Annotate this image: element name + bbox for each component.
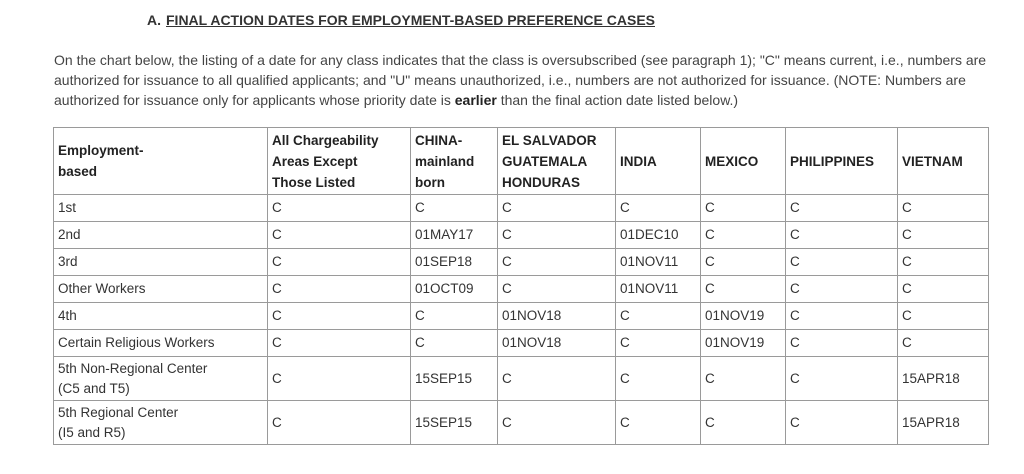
date-cell: C	[616, 401, 701, 445]
row-label-line: 4th	[58, 308, 77, 323]
date-cell: C	[498, 195, 616, 222]
column-header-line: based	[58, 164, 98, 179]
section-title: FINAL ACTION DATES FOR EMPLOYMENT-BASED PREFERENCE CASES	[166, 12, 655, 28]
date-cell: C	[786, 249, 898, 276]
date-cell: C	[701, 357, 786, 401]
intro-text-part1: On the chart below, the listing of a date for any class indicates that the class is oversubscribed (see paragraph 1); "C" means current, i.e., numbers are authorized for issuance to all qualified applicants; and "U" means unauthorized, i.e., numbers are not authorized for issuance. (NOTE: Numbers are authorized for issuance only for applicants whose priority date is	[54, 52, 987, 108]
date-cell: C	[786, 276, 898, 303]
date-cell: C	[898, 276, 989, 303]
date-cell: C	[616, 357, 701, 401]
date-cell: 01SEP18	[411, 249, 498, 276]
column-header	[411, 128, 498, 195]
column-header-line: MEXICO	[705, 153, 759, 169]
section-heading	[147, 12, 655, 28]
row-label-line: 3rd	[58, 254, 78, 269]
column-header-line: EL SALVADOR	[502, 132, 597, 148]
table-row	[54, 249, 989, 276]
date-cell: C	[616, 195, 701, 222]
table-row	[54, 276, 989, 303]
date-cell: 01NOV18	[498, 330, 616, 357]
column-header	[616, 128, 701, 195]
column-header-line: Employment-	[58, 143, 144, 158]
column-header-line: born	[415, 174, 445, 190]
date-cell: 01DEC10	[616, 222, 701, 249]
date-cell: 01OCT09	[411, 276, 498, 303]
final-action-dates-table	[53, 127, 989, 445]
table-row	[54, 303, 989, 330]
row-label	[54, 357, 268, 401]
column-header-line: mainland	[415, 153, 475, 169]
row-label-line: 5th Regional Center	[58, 404, 179, 420]
table-body	[54, 195, 989, 445]
column-header-line: INDIA	[620, 153, 657, 169]
date-cell: C	[786, 357, 898, 401]
column-header	[898, 128, 989, 195]
date-cell: C	[268, 249, 411, 276]
date-cell: C	[616, 330, 701, 357]
date-cell: C	[411, 303, 498, 330]
row-label	[54, 330, 268, 357]
date-cell: C	[898, 303, 989, 330]
date-cell: 01NOV19	[701, 303, 786, 330]
column-header-line: VIETNAM	[902, 153, 963, 169]
date-cell: C	[786, 330, 898, 357]
date-cell: 15APR18	[898, 357, 989, 401]
date-cell: C	[268, 330, 411, 357]
column-header	[786, 128, 898, 195]
date-cell: C	[268, 222, 411, 249]
date-cell: C	[701, 276, 786, 303]
row-label	[54, 249, 268, 276]
date-cell: C	[701, 401, 786, 445]
column-header-line: Areas Except	[272, 153, 358, 169]
column-header	[701, 128, 786, 195]
date-cell: C	[498, 357, 616, 401]
date-cell: C	[786, 303, 898, 330]
date-cell: C	[268, 357, 411, 401]
row-label-line: 2nd	[58, 227, 81, 242]
date-cell: C	[411, 330, 498, 357]
row-label	[54, 401, 268, 445]
row-label	[54, 276, 268, 303]
date-cell: C	[411, 195, 498, 222]
date-cell: C	[898, 249, 989, 276]
column-header-line: PHILIPPINES	[790, 153, 875, 169]
date-cell: C	[898, 195, 989, 222]
date-cell: C	[898, 222, 989, 249]
row-label-line: 1st	[58, 200, 77, 215]
column-header-line: CHINA-	[415, 132, 463, 148]
date-cell: C	[268, 401, 411, 445]
date-cell: C	[268, 303, 411, 330]
date-cell: C	[268, 276, 411, 303]
date-cell: 01NOV11	[616, 249, 701, 276]
row-label	[54, 303, 268, 330]
row-label-line: (I5 and R5)	[58, 424, 126, 440]
table-row	[54, 195, 989, 222]
table-row	[54, 401, 989, 445]
column-header-line: All Chargeability	[272, 132, 379, 148]
table-header-row	[54, 128, 989, 195]
row-label	[54, 195, 268, 222]
date-cell: C	[498, 249, 616, 276]
date-cell: C	[701, 222, 786, 249]
column-header	[268, 128, 411, 195]
intro-text-part2: than the final action date listed below.)	[496, 92, 739, 108]
date-cell: C	[498, 276, 616, 303]
table-row	[54, 222, 989, 249]
row-label-line: Certain Religious Workers	[58, 335, 215, 350]
date-cell: 01NOV18	[498, 303, 616, 330]
column-header-line: Those Listed	[272, 174, 356, 190]
date-cell: C	[498, 401, 616, 445]
date-cell: C	[701, 249, 786, 276]
table-row	[54, 357, 989, 401]
date-cell: C	[786, 401, 898, 445]
intro-bold-word: earlier	[454, 92, 497, 108]
section-letter: A.	[147, 12, 161, 28]
date-cell: 01NOV19	[701, 330, 786, 357]
date-cell: 15SEP15	[411, 357, 498, 401]
date-cell: 01MAY17	[411, 222, 498, 249]
row-label	[54, 222, 268, 249]
date-cell: C	[616, 303, 701, 330]
date-cell: C	[268, 195, 411, 222]
date-cell: C	[898, 330, 989, 357]
date-cell: C	[786, 195, 898, 222]
date-cell: C	[786, 222, 898, 249]
date-cell: 15APR18	[898, 401, 989, 445]
date-cell: 01NOV11	[616, 276, 701, 303]
row-label-line: 5th Non-Regional Center	[58, 360, 208, 376]
column-header-line: GUATEMALA	[502, 153, 588, 169]
date-cell: 15SEP15	[411, 401, 498, 445]
date-cell: C	[498, 222, 616, 249]
column-header-line: HONDURAS	[502, 174, 581, 190]
intro-paragraph	[54, 50, 989, 110]
row-label-line: Other Workers	[58, 281, 146, 296]
column-header	[498, 128, 616, 195]
column-header	[54, 128, 268, 195]
date-cell: C	[701, 195, 786, 222]
table-row	[54, 330, 989, 357]
row-label-line: (C5 and T5)	[58, 380, 130, 396]
